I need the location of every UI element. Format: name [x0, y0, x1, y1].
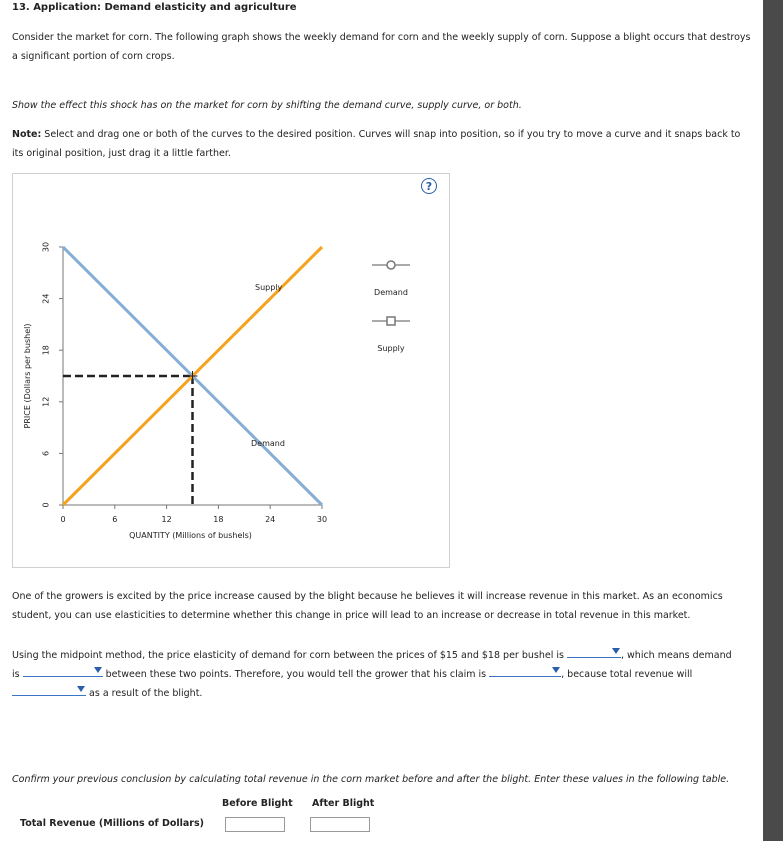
claim-dropdown[interactable] [489, 665, 561, 677]
y-tick-label: 0 [41, 502, 51, 508]
confirm-text: Confirm your previous conclusion by calculating total revenue in the corn market before and after the blight. Enter these values in the following table. [12, 774, 730, 785]
supply-curve-label: Supply [255, 283, 283, 292]
x-axis-label: QUANTITY (Millions of bushels) [129, 531, 252, 540]
table-row-label: Total Revenue (Millions of Dollars) [20, 818, 204, 829]
question-text-6: as a result of the blight. [89, 688, 203, 699]
y-tick-label: 12 [41, 396, 51, 407]
help-icon[interactable]: ? [421, 178, 437, 194]
paragraph-revenue: One of the growers is excited by the price increase caused by the blight because he believes it will increase revenue in this market. As an economics student, you can use elasticities to determine whether this change in price will lead to an increase or decrease in total revenue in this market. [12, 591, 723, 621]
elasticity-question [12, 646, 752, 703]
intro-text: Consider the market for corn. The following graph shows the weekly demand for corn and the weekly supply of corn. Suppose a blight occurs that destroys a significant portion of corn crops. [12, 32, 751, 62]
note-text: Select and drag one or both of the curves to the desired position. Curves will snap into position, so if you try to move a curve and it snaps back to its original position, just drag it a little farther. [12, 129, 741, 159]
table-header-before: Before Blight [222, 798, 293, 809]
legend-supply-square-icon [387, 317, 395, 325]
table-header-after: After Blight [312, 798, 375, 809]
instruction-text: Show the effect this shock has on the market for corn by shifting the demand curve, supply curve, or both. [12, 100, 522, 111]
x-tick-label: 18 [213, 515, 224, 524]
legend-supply-label: Supply [377, 344, 405, 353]
after-blight-input[interactable] [310, 817, 370, 832]
legend-demand-label: Demand [374, 288, 408, 297]
question-title: 13. Application: Demand elasticity and agriculture [12, 2, 297, 13]
legend-demand-circle-icon [387, 261, 395, 269]
y-tick-label: 18 [41, 345, 51, 356]
y-tick-label: 24 [41, 293, 51, 304]
x-tick-label: 30 [316, 515, 328, 524]
demand-type-dropdown[interactable] [23, 665, 103, 677]
dropdown-arrow-icon [612, 648, 620, 654]
y-tick-label: 30 [41, 241, 51, 253]
dropdown-arrow-icon [77, 686, 85, 692]
dropdown-arrow-icon [94, 667, 102, 673]
question-text-1: Using the midpoint method, the price elasticity of demand for corn between the prices of $15 and $18 per bushel is [12, 650, 564, 661]
question-text-3: is [12, 669, 20, 680]
dropdown-arrow-icon [552, 667, 560, 673]
before-blight-input[interactable] [225, 817, 285, 832]
y-axis-label: PRICE (Dollars per bushel) [23, 323, 32, 429]
scrollbar[interactable] [763, 0, 783, 841]
elasticity-value-dropdown[interactable] [567, 646, 621, 658]
x-tick-label: 0 [60, 515, 66, 524]
question-text-2: , which means demand [620, 650, 732, 661]
question-text-5: , because total revenue will [561, 669, 693, 680]
note-label: Note: [12, 129, 42, 140]
y-tick-label: 6 [41, 450, 51, 456]
question-text-4: between these two points. Therefore, you would tell the grower that his claim is [105, 669, 487, 680]
revenue-change-dropdown[interactable] [12, 684, 86, 696]
x-tick-label: 6 [112, 515, 118, 524]
x-tick-label: 12 [161, 515, 172, 524]
x-tick-label: 24 [265, 515, 276, 524]
demand-curve-label: Demand [251, 439, 285, 448]
supply-demand-chart [0, 0, 460, 570]
